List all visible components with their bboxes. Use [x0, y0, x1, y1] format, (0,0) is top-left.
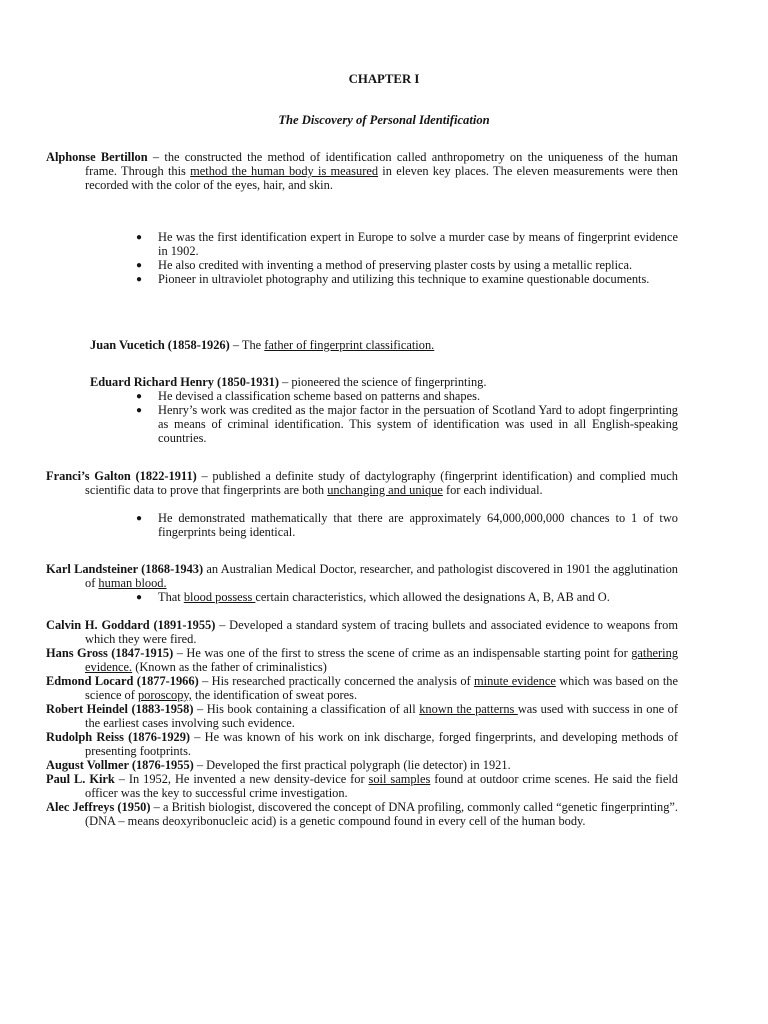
list-item [136, 230, 678, 259]
underlined-phrase: human blood. [98, 575, 167, 590]
entry-text: – published a definite study of dactylography (fingerprint identification) and complied much scientific data to prove that fingerprints are both [85, 469, 678, 497]
bullet-dot-icon: ● [136, 232, 143, 243]
underlined-phrase: father of fingerprint classification. [264, 338, 435, 352]
entry-text: – the constructed the method of identification called anthropometry on the uniqueness of the human frame. Through this [85, 150, 678, 178]
list-item-text: He demonstrated mathematically that there are approximately 64,000,000,000 chances to 1 of two fingerprints being identical. [158, 511, 678, 539]
list-item-text: certain characteristics, which allowed the designations A, B, AB and O. [255, 590, 610, 604]
list-item-text: Henry’s work was credited as the major factor in the persuation of Scotland Yard to adopt fingerprinting as means of criminal identification. This system of identification was used in all English-speaking countries. [158, 402, 678, 445]
entry-name: Alphonse Bertillon [46, 150, 148, 164]
entry-text: – The [229, 338, 265, 352]
list-item [136, 590, 678, 605]
henry-bullet-list [136, 389, 678, 446]
list-item [136, 389, 678, 404]
entry-text: which was based on the science of [85, 674, 679, 702]
underlined-phrase: poroscopy, [137, 687, 192, 702]
bertillon-bullet-list [136, 230, 678, 287]
landsteiner-bullet-list [136, 590, 678, 605]
entry-text: – Developed a standard system of tracing bullets and associated evidence to weapons from which they were fired. [85, 618, 678, 646]
entry-name: Robert Heindel (1883-1958) [46, 702, 194, 716]
bullet-dot-icon: ● [136, 592, 143, 603]
list-item [136, 257, 678, 273]
bullet-dot-icon: ● [136, 259, 143, 271]
entry-name: Rudolph Reiss (1876-1929) [46, 730, 191, 744]
bullet-dot-icon: ● [136, 513, 143, 524]
list-item [136, 271, 678, 287]
entry-locard [46, 675, 678, 703]
entry-vollmer [46, 759, 678, 773]
entry-text: was used with success in one of the earliest cases involving such evidence. [85, 702, 678, 730]
list-item [136, 511, 678, 540]
entry-kirk [46, 773, 678, 801]
underlined-phrase: method the human body is measured [190, 163, 379, 178]
underlined-phrase: known the patterns [419, 702, 518, 716]
entry-galton [46, 470, 678, 498]
list-item-text: Pioneer in ultraviolet photography and utilizing this technique to examine questionable documents. [158, 271, 650, 286]
entry-landsteiner [46, 563, 678, 591]
entry-text: – His book containing a classification of all [193, 702, 420, 716]
entry-vucetich [90, 339, 678, 353]
list-item [136, 402, 678, 446]
list-item-text: He was the first identification expert in Europe to solve a murder case by means of fingerprint evidence in 1902. [158, 230, 678, 258]
entry-text: – He was one of the first to stress the scene of crime as an indispensable starting point for [173, 646, 632, 660]
galton-bullet-list [136, 511, 678, 540]
entry-name: August Vollmer (1876-1955) [46, 758, 194, 772]
underlined-phrase: unchanging and unique [327, 482, 443, 497]
entry-name: Edmond Locard (1877-1966) [46, 674, 199, 688]
entry-jeffreys [46, 801, 678, 829]
entry-text: – His researched practically concerned the analysis of [198, 674, 475, 688]
entry-name: Hans Gross (1847-1915) [46, 646, 174, 660]
bullet-dot-icon: ● [136, 273, 143, 285]
entry-name: Calvin H. Goddard (1891-1955) [46, 618, 216, 632]
entry-text: – pioneered the science of fingerprinting. [278, 375, 487, 389]
entry-text: – He was known of his work on ink discharge, forged fingerprints, and developing methods of presenting footprints. [85, 730, 678, 758]
entry-bertillon [46, 151, 678, 193]
entry-text: – a British biologist, discovered the concept of DNA profiling, commonly called “genetic fingerprinting”. (DNA – means deoxyribonucleic acid) is a genetic compound found in every cell of the human body. [85, 800, 678, 828]
entry-henry [90, 376, 678, 390]
entry-text: for each individual. [442, 482, 543, 497]
chapter-title: CHAPTER I [348, 72, 420, 86]
chapter-subtitle: The Discovery of Personal Identification [278, 113, 490, 127]
list-item-text: He devised a classification scheme based on patterns and shapes. [158, 389, 481, 403]
underlined-phrase: minute evidence [474, 674, 556, 688]
entry-text: found at outdoor crime scenes. He said the field officer was the key to successful crime investigation. [85, 772, 679, 800]
entry-name: Paul L. Kirk [46, 772, 115, 786]
underlined-phrase: soil samples [368, 772, 431, 786]
underlined-phrase: blood possess [183, 590, 256, 604]
entry-name: Karl Landsteiner (1868-1943) [46, 562, 204, 576]
underlined-phrase: gathering evidence. [85, 646, 679, 674]
entry-text: the identification of sweat pores. [191, 687, 358, 702]
entry-goddard [46, 619, 678, 647]
entry-text: in eleven key places. The eleven measurements were then recorded with the color of the eyes, hair, and skin. [85, 163, 678, 192]
entry-reiss [46, 731, 678, 759]
entry-heindel [46, 703, 678, 731]
entry-text: an Australian Medical Doctor, researcher, and pathologist discovered in 1901 the agglutination of [85, 562, 678, 590]
entry-name: Eduard Richard Henry (1850-1931) [90, 375, 279, 389]
entry-name: Juan Vucetich (1858-1926) [90, 338, 230, 352]
bullet-dot-icon: ● [136, 391, 143, 402]
entry-name: Alec Jeffreys (1950) [46, 800, 151, 814]
entry-text: – In 1952, He invented a new density-device for [114, 772, 369, 786]
entry-name: Franci’s Galton (1822-1911) [46, 469, 197, 483]
entry-gross [46, 647, 678, 675]
list-item-text: He also credited with inventing a method of preserving plaster costs by using a metallic replica. [158, 257, 633, 272]
list-item-text: That [158, 590, 184, 604]
bullet-dot-icon: ● [136, 404, 143, 416]
entry-text: – Developed the first practical polygraph (lie detector) in 1921. [193, 758, 511, 772]
entry-text: (Known as the father of criminalistics) [132, 659, 327, 674]
